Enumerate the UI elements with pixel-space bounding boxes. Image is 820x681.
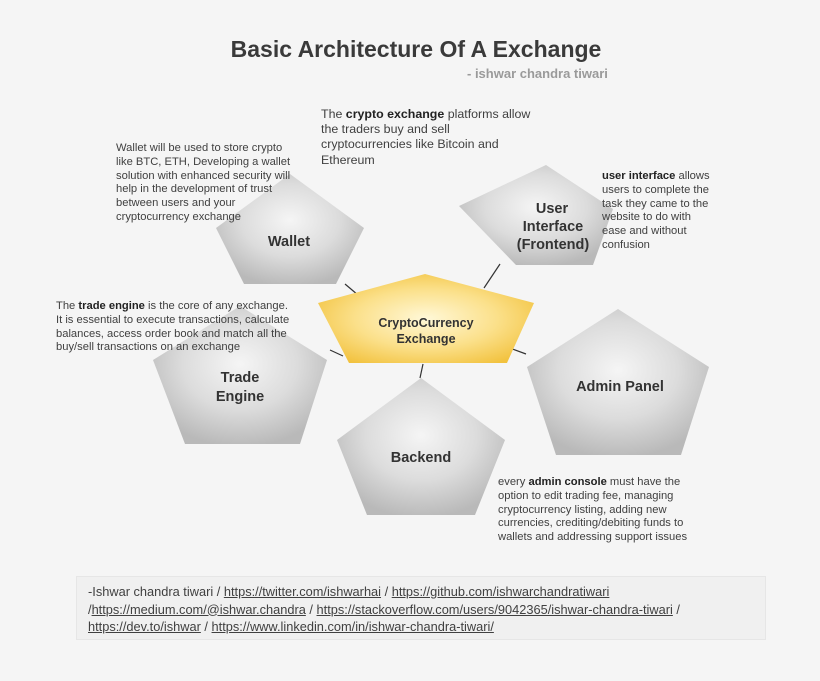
engine-note-bold: trade engine: [78, 300, 145, 312]
crypto-note-bold: crypto exchange: [345, 107, 445, 121]
footer-separator: /: [200, 619, 212, 634]
crypto-exchange-label-line2: Exchange: [396, 332, 456, 346]
admin-panel-note: [498, 476, 703, 545]
admin-note-post: must have the option to edit trading fee, managing cryptocurrency listing, adding new currencies, crediting/debiting funds to wallets and addressing support issues: [498, 476, 688, 544]
engine-note-line2: It is essential to execute transactions, calculate balances, access order book and match all the buy/sell transactions on an exchange: [56, 313, 290, 354]
medium-link[interactable]: https://medium.com/@ishwar.chandra: [91, 601, 306, 617]
trade-engine-label-line2: Engine: [215, 389, 265, 405]
trade-engine-label-line1: Trade: [220, 370, 260, 386]
footer-separator: /: [672, 601, 680, 617]
author-credit: - ishwar chandra tiwari: [467, 66, 608, 81]
footer-author: -Ishwar chandra tiwari /: [88, 584, 221, 599]
footer-links: [88, 583, 748, 636]
admin-note-pre: every: [498, 476, 529, 488]
wallet-note: Wallet will be used to store crypto like BTC, ETH, Developing a wallet solution with enhanced security will help in the development of trust between users and your cryptocurrency exchange: [116, 142, 291, 223]
ui-label-line2: Interface: [522, 219, 584, 235]
connector-ui: [484, 264, 500, 288]
admin-panel-label: Admin Panel: [576, 379, 664, 395]
ui-note-post: allows users to complete the task they came to the website to do with ease and without confusion: [602, 170, 710, 251]
twitter-link[interactable]: https://twitter.com/ishwarhai: [223, 584, 382, 599]
footer-separator: /: [305, 601, 317, 617]
crypto-exchange-label-line1: CryptoCurrency: [378, 316, 474, 330]
engine-note-pre: The: [56, 300, 79, 312]
backend-node: [337, 378, 505, 515]
github-link[interactable]: https://github.com/ishwarchandratiwari: [391, 584, 610, 599]
connector-engine: [330, 350, 343, 356]
wallet-label: Wallet: [267, 234, 311, 250]
connector-backend: [420, 364, 423, 378]
crypto-note-post: platforms allow the traders buy and sell cryptocurrencies like Bitcoin and Ethereum: [321, 107, 531, 167]
ui-label-line1: User: [535, 201, 569, 217]
devto-link[interactable]: https://dev.to/ishwar: [88, 619, 201, 634]
user-interface-note: [602, 170, 712, 253]
footer-separator: /: [381, 584, 392, 599]
stackoverflow-link[interactable]: https://stackoverflow.com/users/9042365/ishwar-chandra-tiwari: [316, 601, 673, 617]
crypto-note-pre: The: [321, 107, 346, 121]
crypto-exchange-note: [321, 107, 536, 168]
ui-note-bold: user interface: [602, 170, 676, 182]
linkedin-link[interactable]: https://www.linkedin.com/in/ishwar-chandra-tiwari/: [211, 619, 494, 634]
trade-engine-note: [56, 300, 296, 355]
footer-separator: /: [88, 601, 92, 617]
backend-label: Backend: [390, 450, 452, 466]
engine-note-post: is the core of any exchange.: [144, 300, 288, 312]
page-title: Basic Architecture Of A Exchange: [230, 36, 602, 62]
ui-label-line3: (Frontend): [516, 237, 590, 253]
admin-note-bold: admin console: [528, 476, 607, 488]
